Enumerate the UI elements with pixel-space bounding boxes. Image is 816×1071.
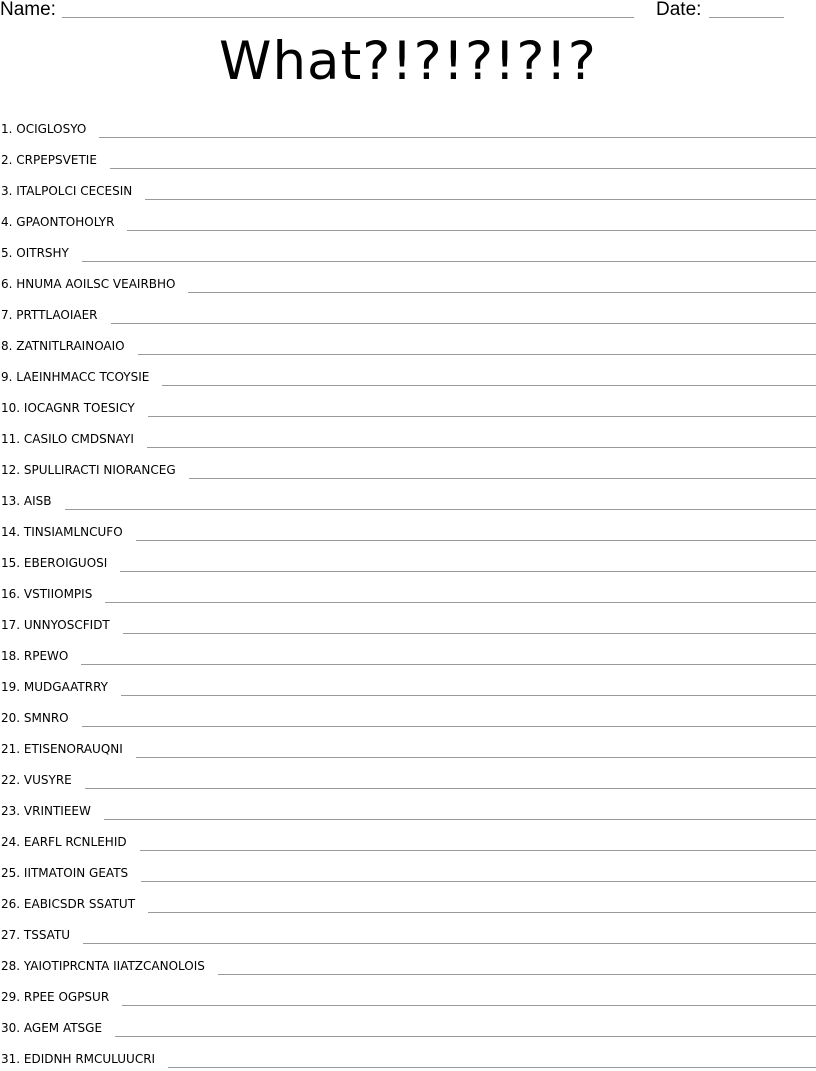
answer-line (127, 230, 816, 231)
question-row (0, 916, 816, 947)
answer-line (218, 974, 816, 975)
question-label: 6. HNUMA AOILSC VEAIRBHO (0, 277, 175, 293)
question-list (0, 110, 816, 1071)
question-label: 22. VUSYRE (0, 773, 72, 789)
question-row (0, 885, 816, 916)
question-label: 17. UNNYOSCFIDT (0, 618, 110, 634)
question-label: 19. MUDGAATRRY (0, 680, 108, 696)
question-row (0, 699, 816, 730)
answer-line (111, 323, 816, 324)
answer-line (115, 1036, 816, 1037)
question-label: 26. EABICSDR SSATUT (0, 897, 135, 913)
question-row (0, 265, 816, 296)
answer-line (82, 261, 816, 262)
answer-line (120, 571, 816, 572)
question-label: 25. IITMATOIN GEATS (0, 866, 128, 882)
question-label: 15. EBEROIGUOSI (0, 556, 107, 572)
question-row (0, 575, 816, 606)
date-label: Date: (656, 0, 701, 21)
question-row (0, 482, 816, 513)
answer-line (105, 602, 816, 603)
question-label: 21. ETISENORAUQNI (0, 742, 123, 758)
question-label: 4. GPAONTOHOLYR (0, 215, 114, 231)
question-row (0, 172, 816, 203)
answer-line (81, 664, 816, 665)
question-label: 23. VRINTIEEW (0, 804, 91, 820)
question-label: 30. AGEM ATSGE (0, 1021, 102, 1037)
question-row (0, 358, 816, 389)
answer-line (99, 137, 816, 138)
question-row (0, 637, 816, 668)
question-label: 5. OITRSHY (0, 246, 69, 262)
answer-line (189, 478, 816, 479)
question-label: 20. SMNRO (0, 711, 69, 727)
question-row (0, 110, 816, 141)
answer-line (65, 509, 816, 510)
answer-line (121, 695, 816, 696)
question-label: 1. OCIGLOSYO (0, 122, 86, 138)
answer-line (136, 540, 816, 541)
question-row (0, 296, 816, 327)
question-row (0, 513, 816, 544)
question-label: 9. LAEINHMACC TCOYSIE (0, 370, 149, 386)
answer-line (188, 292, 816, 293)
worksheet-title: What?!?!?!?!? (0, 28, 816, 96)
question-label: 14. TINSIAMLNCUFO (0, 525, 123, 541)
question-label: 13. AISB (0, 494, 52, 510)
question-row (0, 792, 816, 823)
answer-line (123, 633, 816, 634)
worksheet-header (0, 0, 816, 22)
answer-line (140, 850, 816, 851)
question-row (0, 947, 816, 978)
question-label: 2. CRPEPSVETIE (0, 153, 97, 169)
answer-line (82, 726, 816, 727)
answer-line (104, 819, 816, 820)
question-row (0, 544, 816, 575)
answer-line (141, 881, 816, 882)
question-label: 28. YAIOTIPRCNTA IIATZCANOLOIS (0, 959, 205, 975)
answer-line (110, 168, 816, 169)
question-row (0, 420, 816, 451)
answer-line (168, 1067, 816, 1068)
answer-line (85, 788, 816, 789)
question-row (0, 327, 816, 358)
name-label: Name: (0, 0, 56, 21)
question-label: 29. RPEE OGPSUR (0, 990, 109, 1006)
question-row (0, 761, 816, 792)
question-row (0, 203, 816, 234)
question-label: 12. SPULLIRACTI NIORANCEG (0, 463, 176, 479)
question-label: 16. VSTIIOMPIS (0, 587, 92, 603)
question-label: 31. EDIDNH RMCULUUCRI (0, 1052, 155, 1068)
question-row (0, 606, 816, 637)
question-label: 18. RPEWO (0, 649, 68, 665)
question-row (0, 668, 816, 699)
question-row (0, 854, 816, 885)
question-label: 3. ITALPOLCI CECESIN (0, 184, 132, 200)
question-label: 11. CASILO CMDSNAYI (0, 432, 134, 448)
answer-line (138, 354, 816, 355)
question-label: 8. ZATNITLRAINOAIO (0, 339, 125, 355)
answer-line (145, 199, 816, 200)
question-label: 7. PRTTLAOIAER (0, 308, 98, 324)
question-row (0, 823, 816, 854)
question-row (0, 389, 816, 420)
question-row (0, 1009, 816, 1040)
question-label: 24. EARFL RCNLEHID (0, 835, 127, 851)
question-row (0, 451, 816, 482)
question-row (0, 730, 816, 761)
question-row (0, 234, 816, 265)
answer-line (162, 385, 816, 386)
name-field-line (62, 17, 634, 18)
answer-line (148, 912, 816, 913)
answer-line (147, 447, 816, 448)
question-row (0, 978, 816, 1009)
question-row (0, 141, 816, 172)
answer-line (122, 1005, 816, 1006)
question-label: 27. TSSATU (0, 928, 70, 944)
answer-line (136, 757, 816, 758)
date-field-line (709, 17, 784, 18)
answer-line (83, 943, 816, 944)
answer-line (148, 416, 816, 417)
question-label: 10. IOCAGNR TOESICY (0, 401, 135, 417)
